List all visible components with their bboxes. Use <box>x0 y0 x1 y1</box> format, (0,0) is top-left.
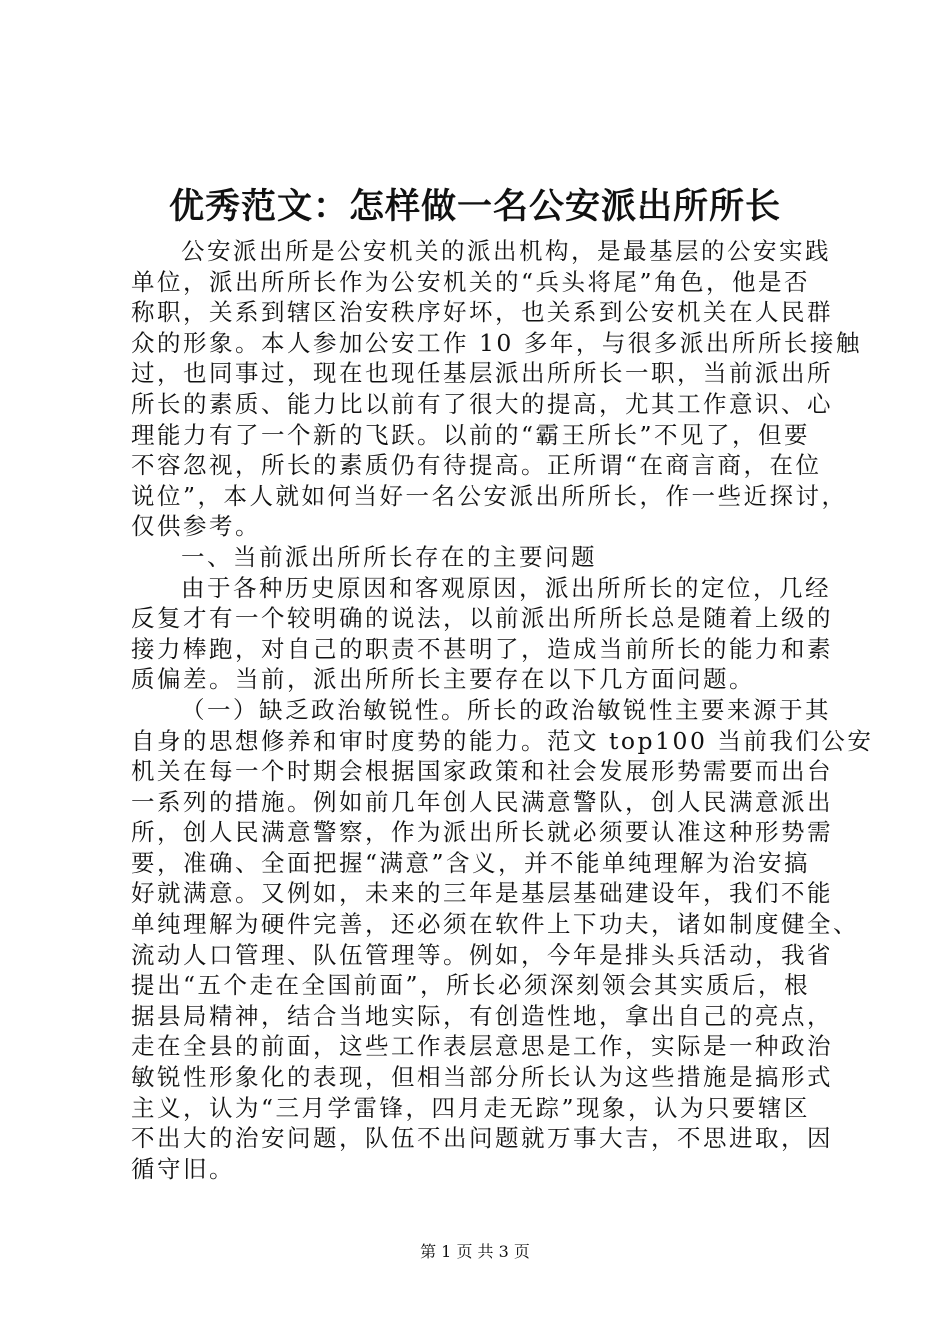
paragraph-line: 一系列的措施。例如前几年创人民满意警队，创人民满意派出 <box>131 787 833 816</box>
paragraph-line: 主义，认为“三月学雷锋，四月走无踪”现象，认为只要辖区 <box>131 1093 811 1122</box>
subsection-line: （一）缺乏政治敏锐性。所长的政治敏锐性主要来源于其 <box>181 695 831 724</box>
paragraph-line: 流动人口管理、队伍管理等。例如，今年是排头兵活动，我省 <box>131 940 833 969</box>
paragraph-line: 要，准确、全面把握“满意”含义，并不能单纯理解为治安搞 <box>131 848 811 877</box>
paragraph-line: 说位”，本人就如何当好一名公安派出所所长，作一些近探讨， <box>131 481 848 510</box>
paragraph-line: 机关在每一个时期会根据国家政策和社会发展形势需要而出台 <box>131 757 833 786</box>
paragraph-line: 循守旧。 <box>131 1154 235 1183</box>
paragraph-line: 不出大的治安问题，队伍不出问题就万事大吉，不思进取，因 <box>131 1124 833 1153</box>
paragraph-line: 单纯理解为硬件完善，还必须在软件上下功夫，诸如制度健全、 <box>131 910 859 939</box>
paragraph-line: 仅供参考。 <box>131 512 261 541</box>
paragraph-line: 理能力有了一个新的飞跃。以前的“霸王所长”不见了，但要 <box>131 420 811 449</box>
section-heading: 一、当前派出所所长存在的主要问题 <box>181 542 597 571</box>
paragraph-line: 提出“五个走在全国前面”，所长必须深刻领会其实质后，根 <box>131 971 811 1000</box>
paragraph-line: 据县局精神，结合当地实际，有创造性地，拿出自己的亮点， <box>131 1001 833 1030</box>
paragraph-line: 众的形象。本人参加公安工作 10 多年，与很多派出所所长接触 <box>131 328 862 357</box>
paragraph-line: 不容忽视，所长的素质仍有待提高。正所谓“在商言商，在位 <box>131 451 822 480</box>
paragraph-line: 由于各种历史原因和客观原因，派出所所长的定位，几经 <box>181 573 831 602</box>
paragraph-line: 接力棒跑，对自己的职责不甚明了，造成当前所长的能力和素 <box>131 634 833 663</box>
paragraph-line: 走在全县的前面，这些工作表层意思是工作，实际是一种政治 <box>131 1032 833 1061</box>
paragraph-line: 公安派出所是公安机关的派出机构，是最基层的公安实践 <box>181 237 831 265</box>
page-indicator: 第 1 页 共 3 页 <box>420 1242 530 1261</box>
paragraph-line: 所，创人民满意警察，作为派出所长就必须要认准这种形势需 <box>131 818 833 847</box>
paragraph-line: 敏锐性形象化的表现，但相当部分所长认为这些措施是搞形式 <box>131 1063 833 1092</box>
paragraph-line: 称职，关系到辖区治安秩序好坏，也关系到公安机关在人民群 <box>131 298 833 327</box>
paragraph-line: 自身的思想修养和审时度势的能力。范文 top100 当前我们公安 <box>131 726 874 755</box>
paragraph-line: 所长的素质、能力比以前有了很大的提高，尤其工作意识、心 <box>131 389 833 418</box>
document-title: 优秀范文：怎样做一名公安派出所所长 <box>168 186 781 227</box>
paragraph-line: 单位，派出所所长作为公安机关的“兵头将尾”角色，他是否 <box>131 267 811 296</box>
paragraph-line: 质偏差。当前，派出所所长主要存在以下几方面问题。 <box>131 665 755 694</box>
page-footer <box>0 1240 950 1264</box>
paragraph-line: 好就满意。又例如，未来的三年是基层基础建设年，我们不能 <box>131 879 833 908</box>
document-body <box>131 236 874 1184</box>
paragraph-line: 反复才有一个较明确的说法，以前派出所所长总是随着上级的 <box>131 604 833 633</box>
paragraph-line: 过，也同事过，现在也现任基层派出所所长一职，当前派出所 <box>131 359 833 388</box>
